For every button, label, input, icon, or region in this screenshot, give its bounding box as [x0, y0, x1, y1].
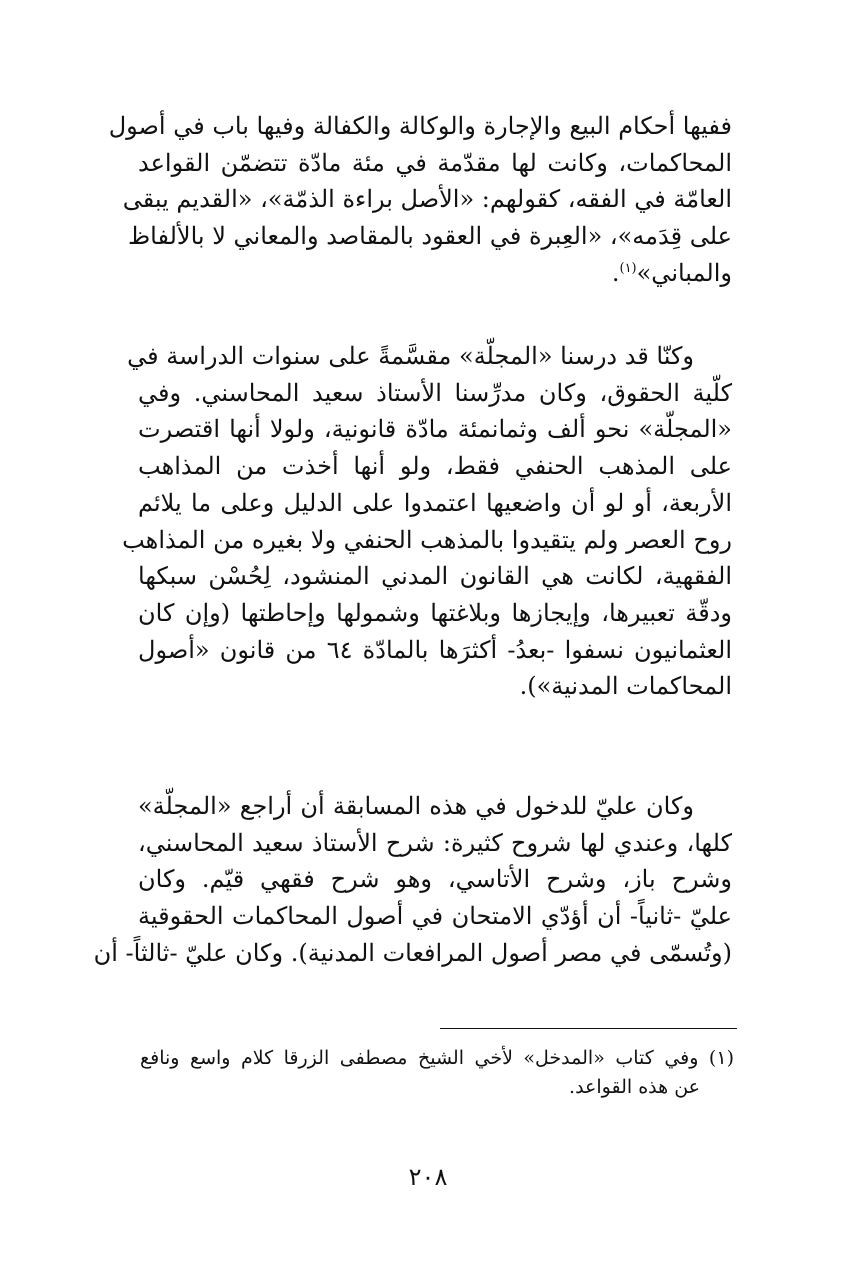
paragraph-line: وكان عليّ للدخول في هذه المسابقة أن أراجع «المجلّة»: [138, 792, 694, 820]
paragraph-line: المحاكمات، وكانت لها مقدّمة في مئة مادّة تتضمّن القواعد: [138, 148, 732, 177]
paragraph-line: على المذهب الحنفي فقط، ولو أنها أخذت من المذاهب: [138, 452, 732, 481]
footnote-line: عن هذه القواعد.: [569, 1076, 700, 1098]
footnote-divider: [440, 1028, 737, 1029]
paragraph-line: وكنّا قد درسنا «المجلّة» مقسَّمةً على سنوات الدراسة في: [127, 342, 694, 370]
paragraph-line: عليّ -ثانياً- أن أؤدّي الامتحان في أصول المحاكمات الحقوقية: [138, 902, 732, 931]
paragraph-line-end: .: [611, 258, 620, 287]
paragraph-line: (وتُسمّى في مصر أصول المرافعات المدنية). وكان عليّ -ثالثاً- أن: [93, 938, 732, 967]
paragraph-line: العامّة في الفقه، كقولهم: «الأصل براءة الذمّة»، «القديم يبقى: [122, 185, 732, 214]
footnote-reference: (١): [619, 260, 637, 276]
paragraph-line: الفقهية، لكانت هي القانون المدني المنشود، لِحُسْن سبكها: [138, 562, 732, 591]
paragraph-line: وشرح باز، وشرح الأتاسي، وهو شرح فقهي قيّم. وكان: [138, 865, 732, 894]
paragraph-line-text: والمباني»: [636, 258, 732, 287]
footnote: [140, 1044, 734, 1102]
paragraph-line: [138, 255, 732, 292]
paragraph-line: «المجلّة» نحو ألف وثمانمئة مادّة قانونية، ولولا أنها اقتصرت: [138, 415, 732, 444]
footnote-line: (١) وفي كتاب «المدخل» لأخي الشيخ مصطفى الزرقا كلام واسع ونافع: [140, 1047, 734, 1069]
paragraph-line: كلّية الحقوق، وكان مدرِّسنا الأستاذ سعيد المحاسني. وفي: [138, 378, 732, 407]
page-number: ٢٠٨: [408, 1163, 448, 1191]
paragraph-line: العثمانيون نسفوا -بعدُ- أكثرَها بالمادّة ٦٤ من قانون «أصول: [138, 635, 732, 664]
paragraph-line: الأربعة، أو لو أن واضعيها اعتمدوا على الدليل وعلى ما يلائم: [138, 488, 732, 517]
paragraph-line: ففيها أحكام البيع والإجارة والوكالة والكفالة وفيها باب في أصول: [108, 112, 732, 140]
paragraph-line: ودقّة تعبيرها، وإيجازها وبلاغتها وشمولها وإحاطتها (وإن كان: [138, 598, 732, 627]
paragraph-1: [108, 108, 732, 292]
paragraph-line: كلها، وعندي لها شروح كثيرة: شرح الأستاذ سعيد المحاسني،: [138, 828, 732, 857]
paragraph-2: [122, 338, 732, 705]
paragraph-3: [93, 788, 732, 972]
paragraph-line: المحاكمات المدنية»).: [519, 672, 732, 701]
paragraph-line: على قِدَمه»، «العِبرة في العقود بالمقاصد والمعاني لا بالألفاظ: [127, 222, 732, 251]
paragraph-line: روح العصر ولم يتقيدوا بالمذهب الحنفي ولا بغيره من المذاهب: [122, 525, 732, 554]
